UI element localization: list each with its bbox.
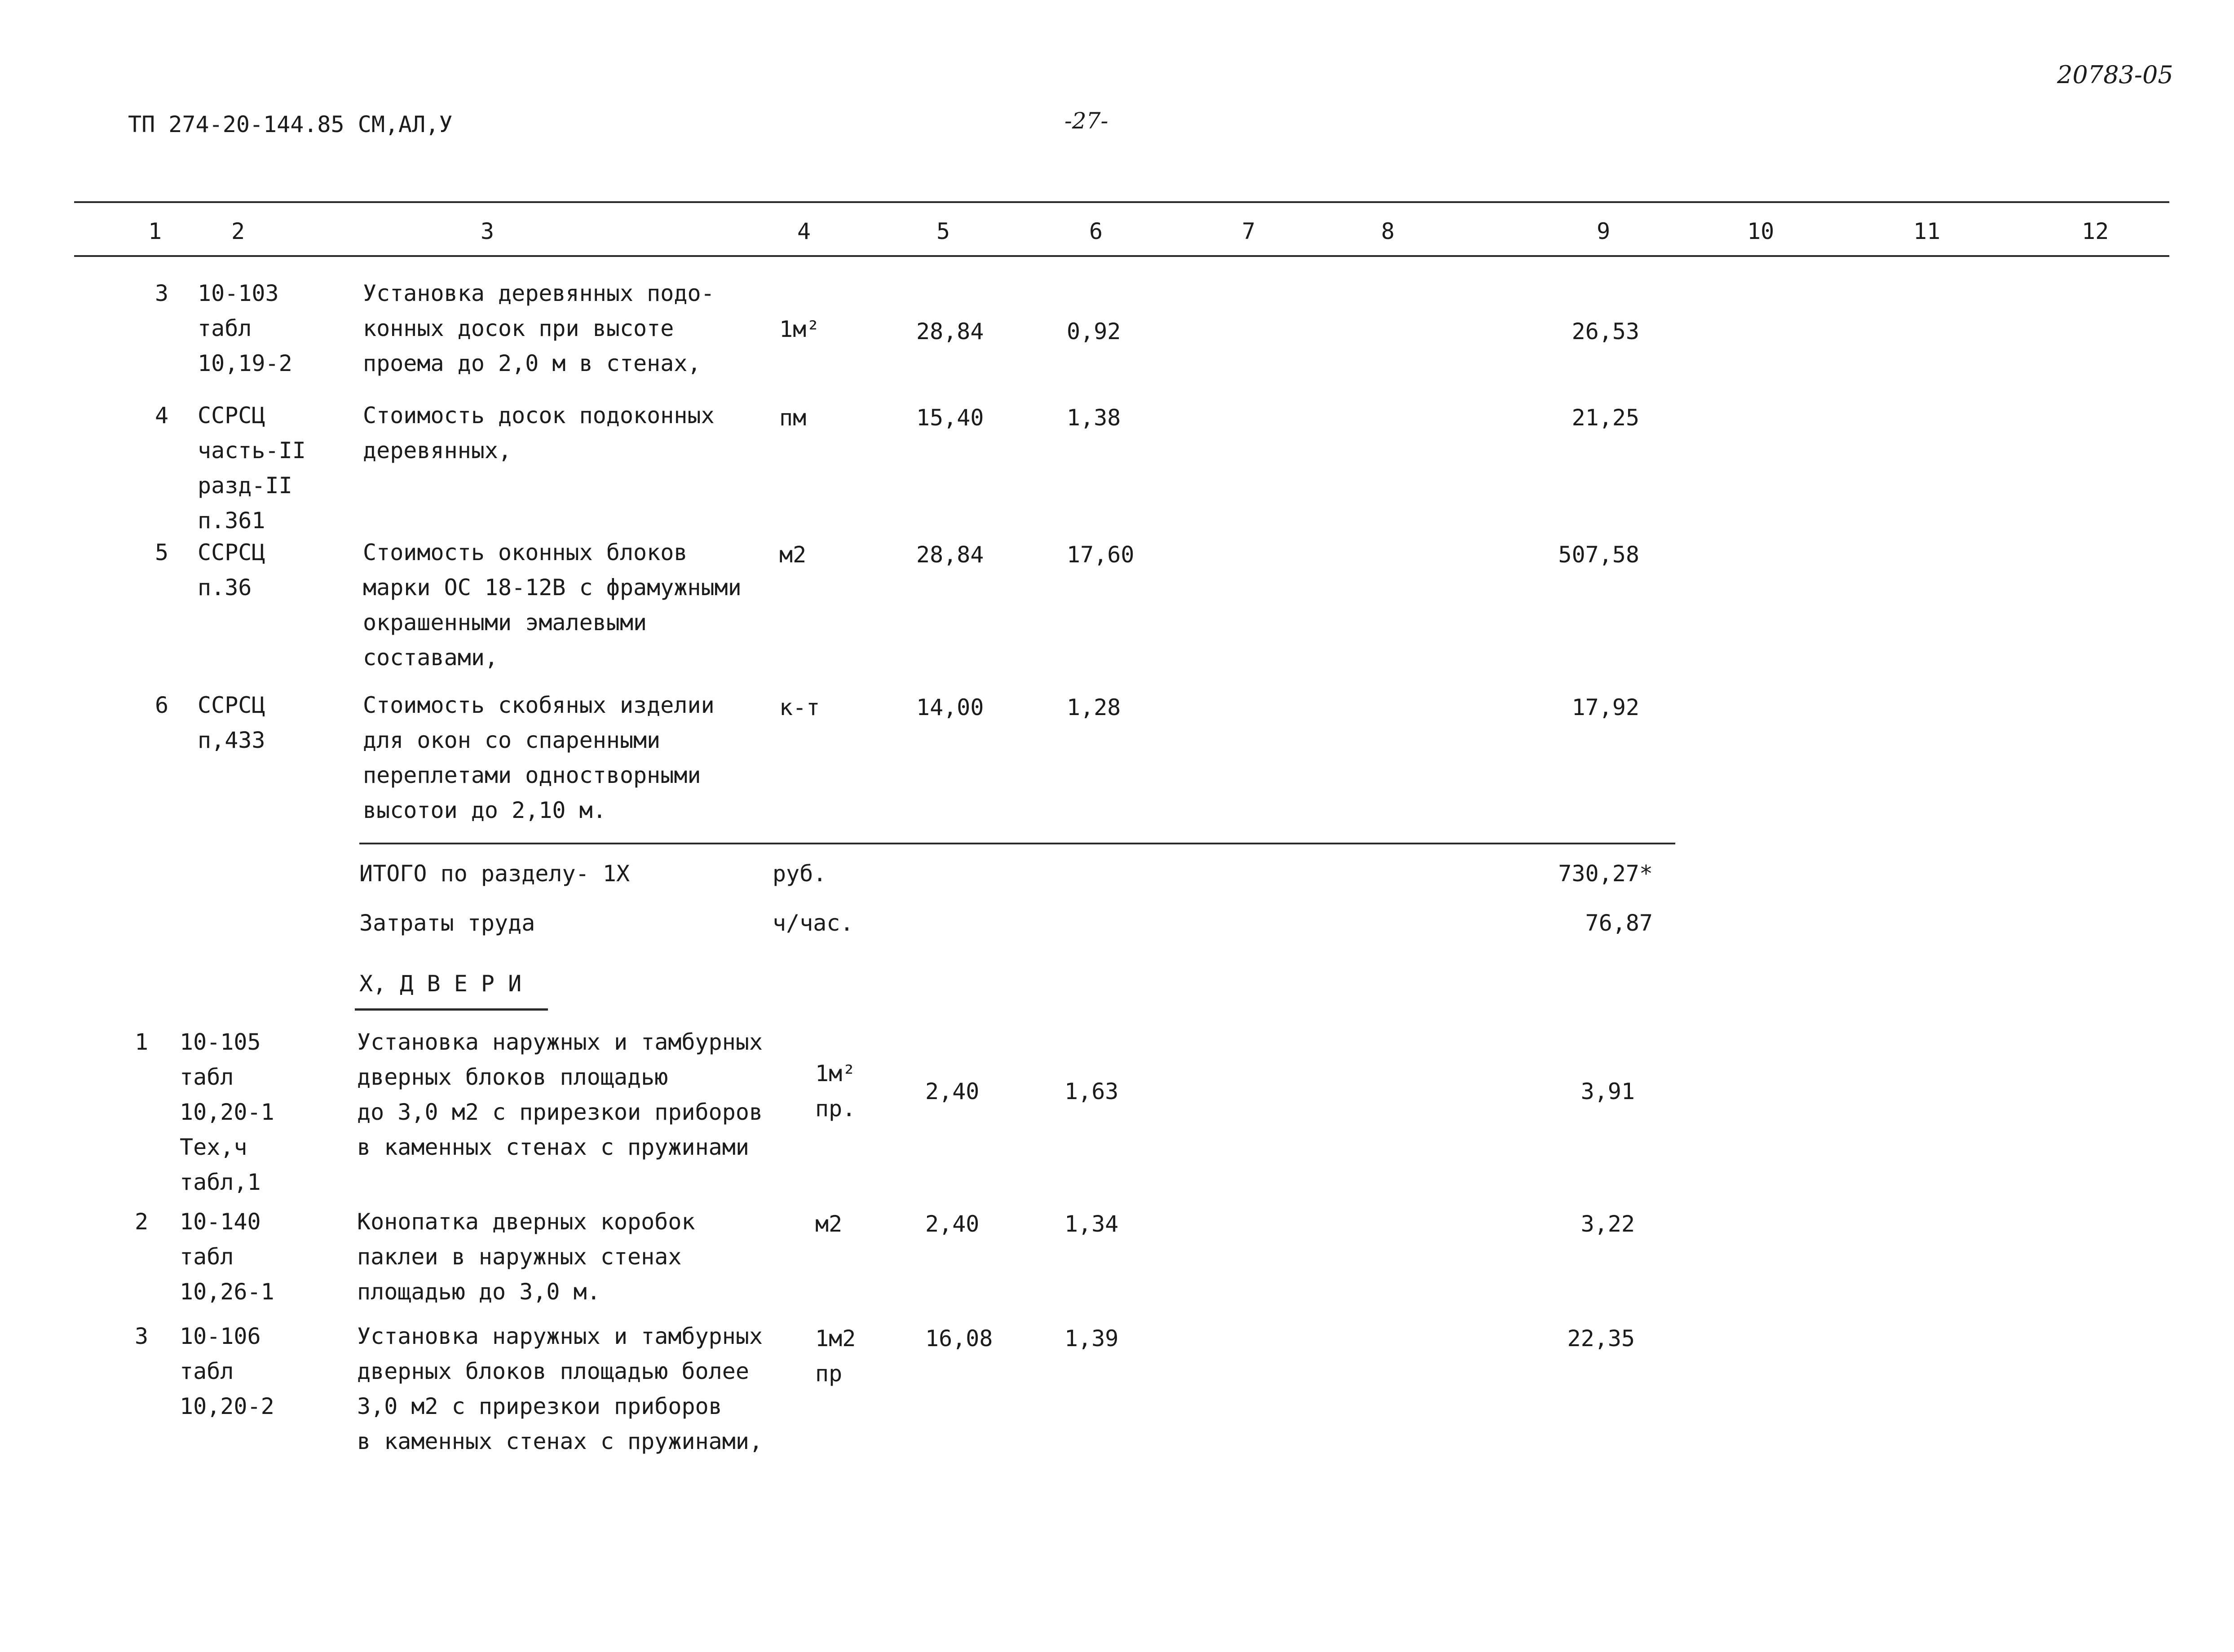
row-description: 3,0 м2 с прирезкои приборов <box>357 1393 722 1419</box>
row-norm-code: 10-103 <box>198 280 279 306</box>
row-description: окрашенными эмалевыми <box>363 610 647 636</box>
row-description: Конопатка дверных коробок <box>357 1209 695 1235</box>
row-norm-code: табл <box>180 1064 234 1090</box>
row-unit-price: 1,28 <box>1067 694 1121 720</box>
row-description: для окон со спаренными <box>363 727 661 753</box>
archive-number: 20783-05 <box>2057 61 2173 89</box>
row-description: Установка деревянных подо- <box>363 280 715 306</box>
row-unit: 1м² <box>779 316 820 342</box>
column-header-3: 3 <box>481 218 494 244</box>
column-header-1: 1 <box>148 218 162 244</box>
row-description: паклеи в наружных стенах <box>357 1244 682 1270</box>
row-number: 4 <box>155 402 169 428</box>
row-total: 21,25 <box>1572 405 1639 431</box>
row-description: переплетами одностворными <box>363 762 701 788</box>
row-norm-code: п.36 <box>198 574 252 601</box>
row-norm-code: табл <box>180 1244 234 1270</box>
row-description: до 3,0 м2 с прирезкои приборов <box>357 1099 763 1125</box>
row-description: Установка наружных и тамбурных <box>357 1029 763 1055</box>
row-norm-code: ССРСЦ <box>198 539 265 565</box>
row-number: 5 <box>155 539 169 565</box>
row-unit-price: 1,38 <box>1067 405 1121 431</box>
row-quantity: 15,40 <box>916 405 984 431</box>
row-number: 6 <box>155 692 169 718</box>
row-description: площадью до 3,0 м. <box>357 1279 600 1305</box>
row-unit: 1м2 <box>815 1325 856 1352</box>
column-header-9: 9 <box>1597 218 1611 244</box>
row-description: проема до 2,0 м в стенах, <box>363 350 701 376</box>
row-unit: к-т <box>779 694 820 720</box>
section-title-underline <box>355 1008 548 1011</box>
row-norm-code: табл,1 <box>180 1169 261 1195</box>
table-top-rule <box>74 201 2169 203</box>
total-label: ИТОГО по разделу- 1Х <box>359 861 630 887</box>
column-header-10: 10 <box>1747 218 1775 244</box>
row-norm-code: ССРСЦ <box>198 692 265 718</box>
row-description: дверных блоков площадью <box>357 1064 668 1090</box>
column-header-12: 12 <box>2082 218 2109 244</box>
row-norm-code: 10,26-1 <box>180 1279 274 1305</box>
row-norm-code: 10-106 <box>180 1323 261 1349</box>
column-header-7: 7 <box>1242 218 1256 244</box>
total-label: Затраты труда <box>359 910 535 936</box>
row-description: Установка наружных и тамбурных <box>357 1323 763 1349</box>
column-header-2: 2 <box>231 218 245 244</box>
section-title: Х, Д В Е Р И <box>359 971 522 997</box>
column-header-5: 5 <box>936 218 950 244</box>
row-norm-code: разд-II <box>198 473 292 499</box>
column-header-4: 4 <box>797 218 811 244</box>
row-total: 22,35 <box>1567 1325 1635 1352</box>
row-quantity: 14,00 <box>916 694 984 720</box>
row-description: составами, <box>363 645 499 671</box>
total-unit: руб. <box>773 861 827 887</box>
row-norm-code: 10,20-1 <box>180 1099 274 1125</box>
row-description: конных досок при высоте <box>363 315 674 341</box>
row-unit-price: 1,63 <box>1064 1078 1119 1104</box>
column-header-6: 6 <box>1089 218 1103 244</box>
row-number: 1 <box>135 1029 149 1055</box>
row-number: 2 <box>135 1209 149 1235</box>
row-description: высотои до 2,10 м. <box>363 797 606 823</box>
row-unit-price: 17,60 <box>1067 542 1135 568</box>
row-norm-code: п,433 <box>198 727 265 753</box>
total-value: 730,27* <box>1558 861 1653 887</box>
column-header-11: 11 <box>1913 218 1941 244</box>
row-total: 3,91 <box>1581 1078 1635 1104</box>
row-unit: 1м² <box>815 1060 856 1087</box>
row-number: 3 <box>155 280 169 306</box>
row-unit: пр <box>815 1360 843 1387</box>
row-description: марки ОС 18-12В с фрамужными <box>363 574 742 601</box>
row-description: в каменных стенах с пружинами, <box>357 1428 763 1454</box>
row-norm-code: 10-140 <box>180 1209 261 1235</box>
row-norm-code: 10,19-2 <box>198 350 292 376</box>
row-norm-code: 10,20-2 <box>180 1393 274 1419</box>
row-norm-code: п.361 <box>198 508 265 534</box>
total-value: 76,87 <box>1585 910 1653 936</box>
row-description: дверных блоков площадью более <box>357 1358 749 1384</box>
row-unit: пр. <box>815 1095 856 1122</box>
row-description: Стоимость скобяных изделии <box>363 692 715 718</box>
row-quantity: 28,84 <box>916 542 984 568</box>
row-norm-code: табл <box>198 315 252 341</box>
row-unit: пм <box>779 405 807 431</box>
row-total: 3,22 <box>1581 1211 1635 1237</box>
table-header-rule <box>74 255 2169 257</box>
row-quantity: 2,40 <box>925 1078 980 1104</box>
row-unit-price: 0,92 <box>1067 318 1121 345</box>
row-norm-code: ССРСЦ <box>198 402 265 428</box>
row-unit: м2 <box>815 1211 843 1237</box>
row-quantity: 2,40 <box>925 1211 980 1237</box>
row-norm-code: 10-105 <box>180 1029 261 1055</box>
row-description: Стоимость досок подоконных <box>363 402 715 428</box>
row-unit-price: 1,34 <box>1064 1211 1119 1237</box>
row-norm-code: часть-II <box>198 437 306 464</box>
subtotal-rule <box>359 843 1675 844</box>
row-number: 3 <box>135 1323 149 1349</box>
row-unit: м2 <box>779 542 807 568</box>
column-header-8: 8 <box>1381 218 1395 244</box>
row-unit-price: 1,39 <box>1064 1325 1119 1352</box>
document-code: ТП 274-20-144.85 СМ,АЛ,У <box>128 111 453 137</box>
row-description: в каменных стенах с пружинами <box>357 1134 749 1160</box>
row-total: 26,53 <box>1572 318 1639 345</box>
page-number: -27- <box>1064 108 1108 134</box>
row-description: Стоимость оконных блоков <box>363 539 688 565</box>
row-quantity: 28,84 <box>916 318 984 345</box>
row-total: 507,58 <box>1558 542 1639 568</box>
total-unit: ч/час. <box>773 910 854 936</box>
row-description: деревянных, <box>363 437 512 464</box>
row-quantity: 16,08 <box>925 1325 993 1352</box>
row-norm-code: табл <box>180 1358 234 1384</box>
row-norm-code: Тех,ч <box>180 1134 247 1160</box>
row-total: 17,92 <box>1572 694 1639 720</box>
